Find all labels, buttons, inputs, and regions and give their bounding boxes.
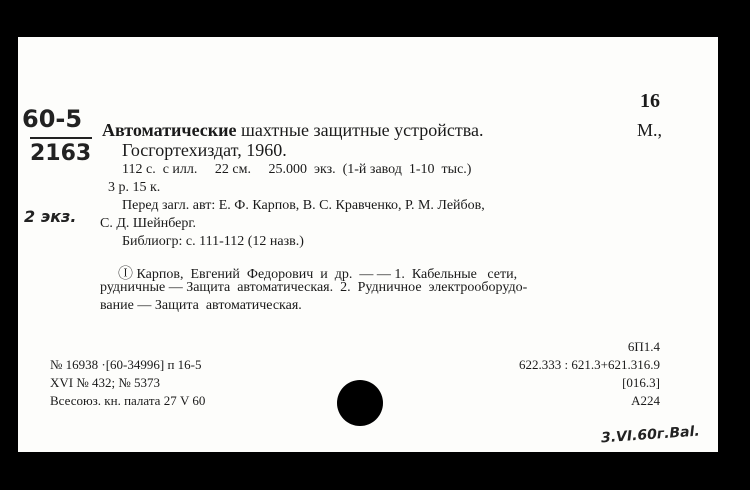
title-line-2: Госгортехиздат, 1960. bbox=[122, 140, 287, 160]
handwritten-date-note: 3.VI.60г.Bal. bbox=[600, 423, 701, 447]
footer-right-line-4: А224 bbox=[631, 393, 660, 408]
handwritten-copies: 2 экз. bbox=[24, 207, 77, 226]
description-line-1: 112 с. с илл. 22 см. 25.000 экз. (1-й завод 1-10 тыс.) bbox=[122, 162, 472, 177]
bibliography: Библиогр: с. 111-112 (12 назв.) bbox=[122, 234, 304, 249]
card-number: 16 bbox=[640, 90, 660, 112]
description-price: 3 р. 15 к. bbox=[108, 180, 161, 195]
footer-right-line-2: 622.333 : 621.3+621.316.9 bbox=[519, 357, 660, 372]
title-line-1 bbox=[102, 120, 483, 141]
footer-left-line-3: Всесоюз. кн. палата 27 V 60 bbox=[50, 393, 206, 408]
authors-line-2: С. Д. Шейнберг. bbox=[100, 216, 197, 231]
title-bold: Автоматические bbox=[102, 120, 237, 140]
footer-left-line-2: XVI № 432; № 5373 bbox=[50, 375, 161, 390]
footer-right-line-1: 6П1.4 bbox=[627, 339, 660, 354]
title-rest: шахтные защитные устройства. bbox=[241, 120, 484, 140]
tracing-symbol: Ⓘ bbox=[118, 266, 134, 282]
subject-text-1: Карпов, Евгений Федорович и др. — — 1. Кабельные сети, bbox=[136, 267, 518, 282]
subject-line-2: рудничные — Защита автоматическая. 2. Рудничное электрооборудо- bbox=[100, 280, 528, 295]
footer-left-line-1: № 16938 ·[60-34996] п 16-5 bbox=[50, 357, 202, 372]
footer-right-line-3: [016.3] bbox=[622, 375, 660, 390]
handwritten-code-bottom: 2163 bbox=[30, 141, 92, 166]
handwritten-divider bbox=[30, 137, 92, 139]
authors-line-1: Перед загл. авт: Е. Ф. Карпов, В. С. Кравченко, Р. М. Лейбов, bbox=[122, 198, 485, 213]
title-place: М., bbox=[636, 120, 662, 140]
catalog-card bbox=[18, 37, 718, 452]
handwritten-code-top: 60-5 bbox=[22, 105, 83, 133]
punch-hole bbox=[337, 380, 383, 426]
subject-line-3: вание — Защита автоматическая. bbox=[100, 298, 302, 313]
